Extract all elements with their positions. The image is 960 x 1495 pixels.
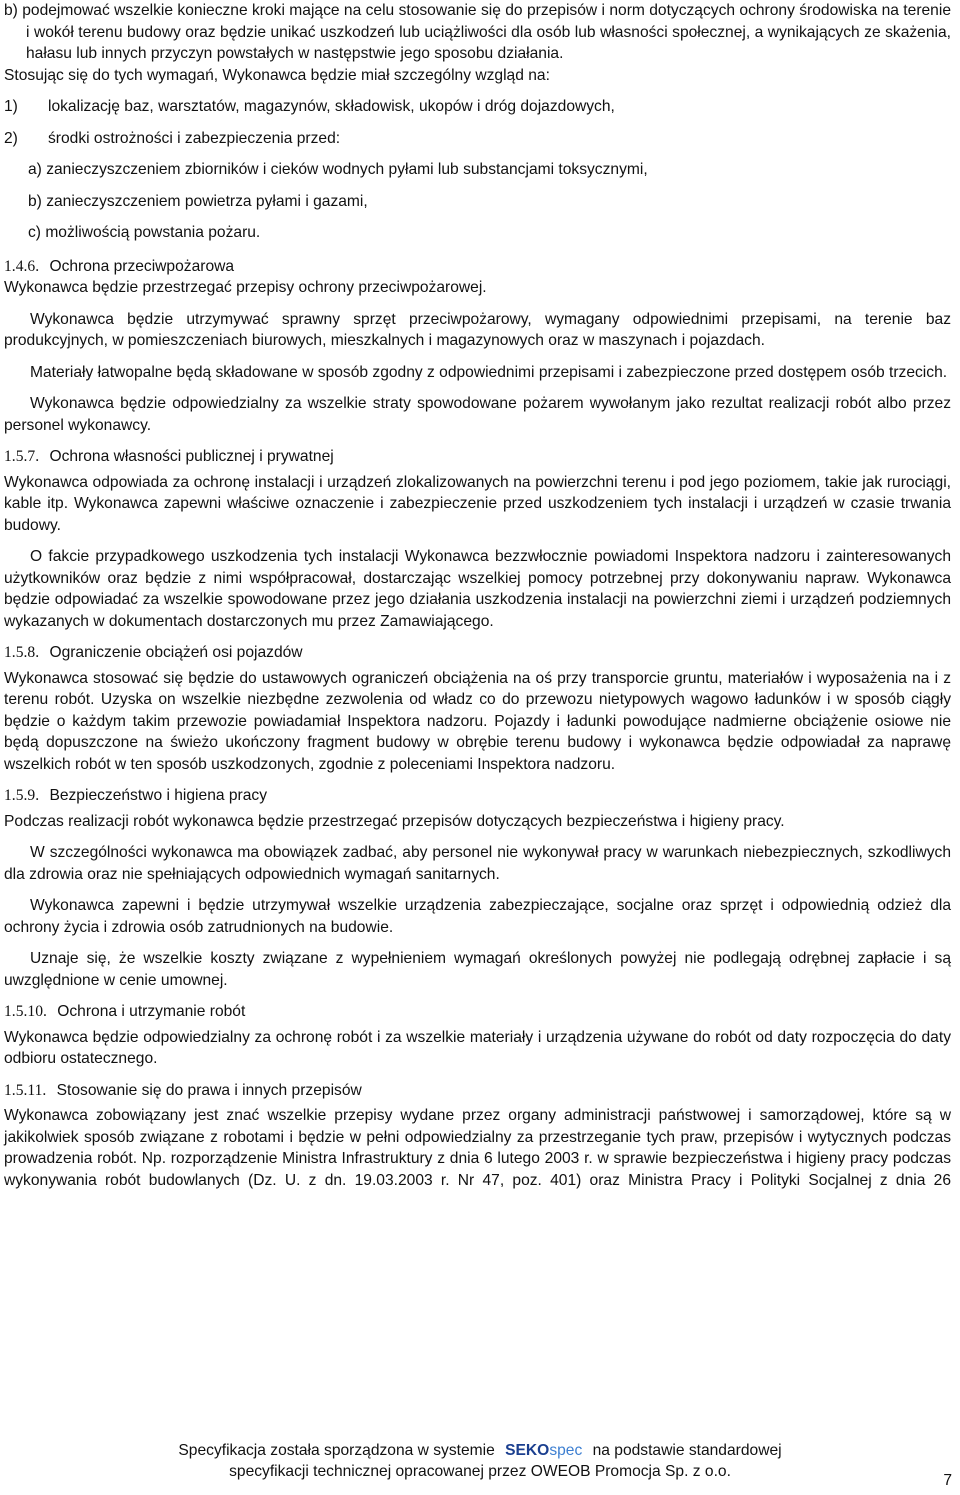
paragraph: O fakcie przypadkowego uszkodzenia tych instalacji Wykonawca bezzwłocznie powiadomi Inspektora nadzoru i zainteresowanych użytkowników oraz będzie z nimi współpracował, dostarczając wszelkiej pomocy potrzebnej przy dokonywaniu napraw. Wykonawca będzie odpowiadać za wszelkie spowodowane przez jego działania uszkodzenia instalacji na powierzchni ziemi i urządzeń podziemnych wykazanych w dokumentach dostarczonych mu przez Zamawiającego.	[4, 548, 951, 630]
sub-list-item: c) możliwością powstania pożaru.	[28, 224, 261, 241]
paragraph: Wykonawca będzie odpowiedzialny za wszelkie straty spowodowane pożarem wywołanym jako rezultat realizacji robót albo przez personel wykonawcy.	[4, 395, 951, 434]
paragraph: Uznaje się, że wszelkie koszty związane z wypełnieniem wymagań określonych powyżej nie podlegają odrębnej zapłacie i są uwzględnione w cenie umownej.	[4, 950, 951, 989]
page-number: 7	[943, 1472, 952, 1489]
document-page	[4, 0, 951, 1191]
section-number: 1.5.8.	[4, 644, 40, 661]
list-item	[4, 96, 951, 118]
section-number: 1.5.9.	[4, 787, 40, 804]
section-heading	[4, 446, 951, 468]
section-heading	[4, 1080, 951, 1102]
page-footer	[0, 1440, 960, 1482]
section-number: 1.5.10.	[4, 1003, 47, 1020]
footer-line-1	[0, 1440, 960, 1461]
footer-line-2: specyfikacji technicznej opracowanej przez OWEOB Promocja Sp. z o.o.	[229, 1463, 731, 1480]
paragraph: Wykonawca zobowiązany jest znać wszelkie przepisy wydane przez organy administracji państwowej i samorządowej, które są w jakikolwiek sposób związane z robotami i będzie w pełni odpowiedzialny za przestrzeganie tych praw, przepisów i wytycznych podczas prowadzenia robót. Np. rozporządzenie Ministra Infrastruktury z dnia 6 lutego 2003 r. w sprawie bezpieczeństwa i higieny pracy podczas wykonywania robót budowlanych (Dz. U. z dn. 19.03.2003 r. Nr 47, poz. 401) oraz Ministra Pracy i Polityki Socjalnej z dnia 26	[4, 1107, 951, 1189]
section-title: Bezpieczeństwo i higiena pracy	[49, 787, 268, 804]
paragraph: Wykonawca stosować się będzie do ustawowych ograniczeń obciążenia na oś przy transporcie gruntu, materiałów i wyposażenia na i z terenu robót. Uzyska on wszelkie niezbędne zezwolenia od władz co do przewozu nietypowych wagowo ładunków i w sposób ciągły będzie o każdym takim przewozie powiadamiał Inspektora nadzoru. Pojazdy i ładunki powodujące nadmierne obciążenie osiowe nie będą dopuszczone na świeżo ukończony fragment budowy w obrębie terenu budowy i wykonawca będzie odpowiadał za naprawę wszelkich robót w ten sposób uszkodzonych, zgodnie z poleceniami Inspektora nadzoru.	[4, 669, 951, 773]
paragraph: W szczególności wykonawca ma obowiązek zadbać, aby personel nie wykonywał pracy w warunkach niebezpiecznych, szkodliwych dla zdrowia oraz nie spełniających odpowiednich wymagań sanitarnych.	[4, 844, 951, 883]
paragraph: Podczas realizacji robót wykonawca będzie przestrzegać przepisów dotyczących bezpieczeństwa i higieny pracy.	[4, 812, 785, 830]
section-number: 1.5.7.	[4, 448, 40, 465]
section-title: Ochrona własności publicznej i prywatnej	[49, 448, 334, 465]
section-title: Ograniczenie obciążeń osi pojazdów	[49, 644, 303, 661]
logo-part-seko: SEKO	[505, 1442, 550, 1459]
section-heading	[4, 256, 951, 278]
list-item	[4, 128, 951, 150]
paragraph: Wykonawca będzie odpowiedzialny za ochronę robót i za wszelkie materiały i urządzenia używane do robót od daty rozpoczęcia do daty odbioru ostatecznego.	[4, 1028, 951, 1067]
sekospec-logo	[505, 1442, 582, 1459]
section-title: Stosowanie się do prawa i innych przepisów	[56, 1081, 362, 1099]
paragraph: Wykonawca będzie przestrzegać przepisy ochrony przeciwpożarowej.	[4, 279, 487, 296]
list-item-number: 1)	[4, 98, 18, 115]
intro-b-item: b) podejmować wszelkie konieczne kroki mające na celu stosowanie się do przepisów i norm dotyczących ochrony środowiska na terenie i wokół terenu budowy oraz będzie unikać uszkodzeń lub uciążliwości dla osób lub własności społecznej, a wynikających ze skażenia, hałasu lub innych przyczyn powstałych w następstwie jego sposobu działania.	[4, 2, 951, 62]
list-item-text: lokalizację baz, warsztatów, magazynów, składowisk, ukopów i dróg dojazdowych,	[48, 98, 615, 115]
footer-text: na podstawie standardowej	[592, 1442, 782, 1459]
section-number: 1.5.11.	[4, 1081, 47, 1099]
section-number: 1.4.6.	[4, 257, 40, 275]
section-heading	[4, 1001, 951, 1023]
paragraph: Wykonawca będzie utrzymywać sprawny sprzęt przeciwpożarowy, wymagany odpowiednimi przepisami, na terenie baz produkcyjnych, w pomieszczeniach biurowych, mieszkalnych i magazynowych oraz w maszynach i pojazdach.	[4, 310, 951, 349]
list-item-text: środki ostrożności i zabezpieczenia przed:	[48, 129, 341, 147]
paragraph: Materiały łatwopalne będą składowane w sposób zgodny z odpowiednimi przepisami i zabezpieczone przed dostępem osób trzecich.	[30, 363, 948, 381]
sub-list-item: b) zanieczyszczeniem powietrza pyłami i gazami,	[28, 192, 368, 210]
section-title: Ochrona przeciwpożarowa	[49, 257, 235, 275]
paragraph: Wykonawca odpowiada za ochronę instalacji i urządzeń zlokalizowanych na powierzchni terenu i pod jego poziomem, takie jak rurociągi, kable itp. Wykonawca zapewni właściwe oznaczenie i zabezpieczenie przed uszkodzeniem tych instalacji i urządzeń w czasie trwania budowy.	[4, 473, 951, 534]
sub-list-item: a) zanieczyszczeniem zbiorników i cieków wodnych pyłami lub substancjami toksycznymi,	[28, 161, 648, 178]
footer-text: Specyfikacja została sporządzona w systemie	[178, 1442, 495, 1459]
logo-part-spec: spec	[549, 1442, 583, 1459]
section-heading	[4, 785, 951, 807]
paragraph: Wykonawca zapewni i będzie utrzymywał wszelkie urządzenia zabezpieczające, socjalne oraz sprzęt i odpowiednią odzież dla ochrony życia i zdrowia osób zatrudnionych na budowie.	[4, 897, 951, 936]
list-item-number: 2)	[4, 129, 18, 147]
intro-lead: Stosując się do tych wymagań, Wykonawca będzie miał szczególny wzgląd na:	[4, 66, 550, 84]
section-title: Ochrona i utrzymanie robót	[57, 1003, 246, 1020]
section-heading	[4, 642, 951, 664]
